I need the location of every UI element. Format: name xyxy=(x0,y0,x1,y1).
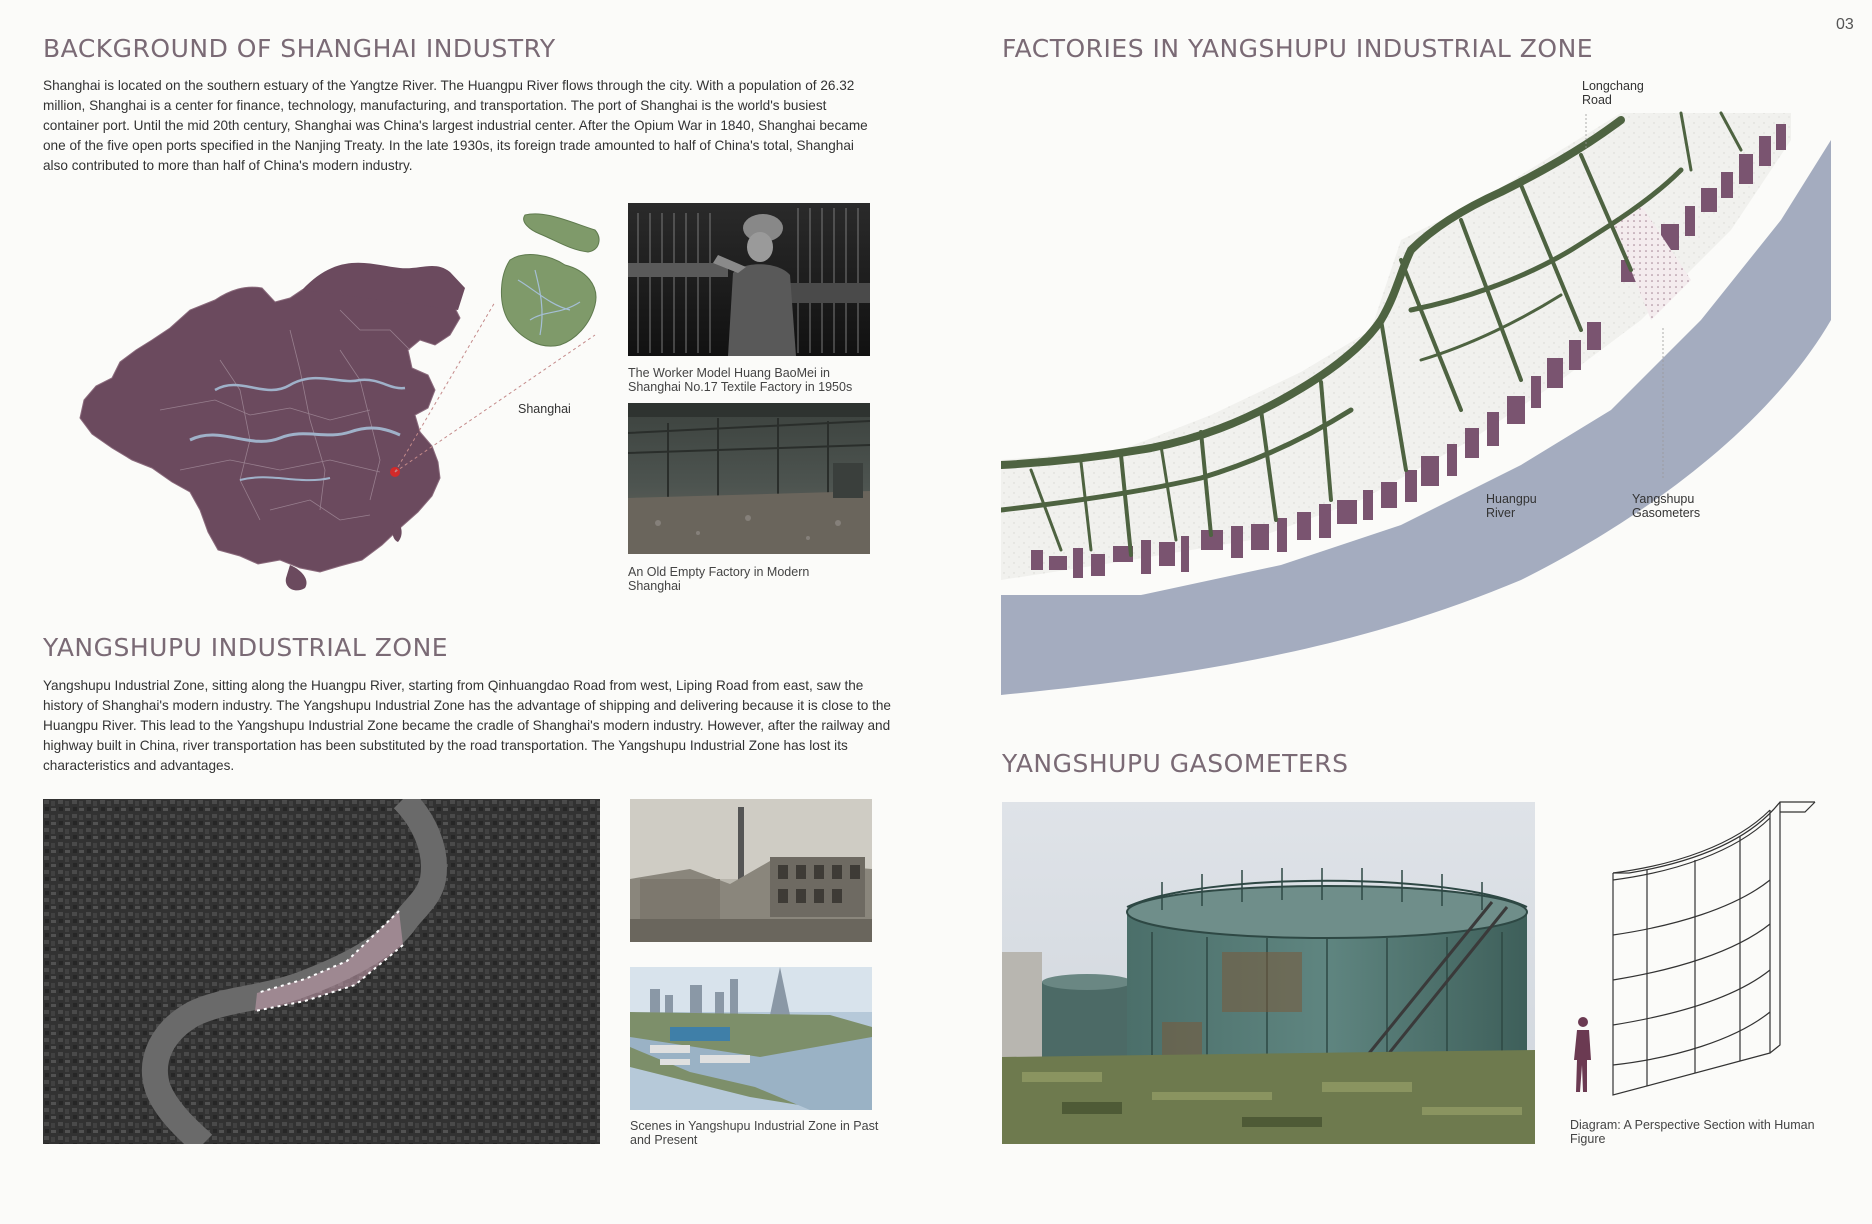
old-factory-photo xyxy=(628,403,870,554)
shanghai-map-label: Shanghai xyxy=(518,402,571,416)
background-paragraph: Shanghai is located on the southern estuary of the Yangtze River. The Huangpu River flows through the city. With a population of 26.32 million, Shanghai is a center for finance, technology, manufacturing, and transportation. The port of Shanghai is the world's busiest container port. Until the mid 20th century, Shanghai was China's largest industrial center. After the Opium War in 1840, Shanghai became one of the five open ports specified in the Nanjing Treaty. In the late 1930s, its foreign trade amounted to half of China's total, Shanghai also contributed to more than half of China's modern industry. xyxy=(43,78,868,173)
caption-old-factory: An Old Empty Factory in Modern Shanghai xyxy=(628,565,810,593)
historic-factory-photo xyxy=(630,799,872,942)
section-title-yangshupu: YANGSHUPU INDUSTRIAL ZONE xyxy=(43,633,449,662)
worker-photo xyxy=(628,203,870,356)
page-number: 03 xyxy=(1836,16,1854,33)
caption-worker: The Worker Model Huang BaoMei in Shanghai No.17 Textile Factory in 1950s xyxy=(628,366,853,394)
gasometer-photo xyxy=(1002,802,1535,1144)
yangshupu-paragraph: Yangshupu Industrial Zone, sitting along the Huangpu River, starting from Qinhuangdao Road from west, Liping Road from east, saw the history of Shanghai's modern industry. The Yangshupu Industrial Zone has the advantage of shipping and delivering because it is close to the Huangpu River. This lead to the Yangshupu Industrial Zone became the cradle of Shanghai's modern industry. However, after the railway and highway built in China, river transportation has been substituted by the road transportation. The Yangshupu Industrial Zone has lost its characteristics and advantages. xyxy=(43,678,891,773)
section-title-factories: FACTORIES IN YANGSHUPU INDUSTRIAL ZONE xyxy=(1002,34,1594,63)
section-title-background: BACKGROUND OF SHANGHAI INDUSTRY xyxy=(43,34,556,63)
satellite-image xyxy=(43,799,600,1144)
caption-scenes: Scenes in Yangshupu Industrial Zone in Past and Present xyxy=(630,1119,879,1147)
section-title-gasometers: YANGSHUPU GASOMETERS xyxy=(1002,749,1349,778)
factories-map xyxy=(1001,110,1831,695)
perspective-section-diagram xyxy=(1565,800,1825,1100)
label-huangpu-river: Huangpu River xyxy=(1486,492,1537,520)
caption-diagram: Diagram: A Perspective Section with Human Figure xyxy=(1570,1118,1815,1146)
present-riverfront-photo xyxy=(630,967,872,1110)
label-longchang-road: Longchang Road xyxy=(1582,79,1644,107)
label-yangshupu-gasometers: Yangshupu Gasometers xyxy=(1632,492,1701,520)
